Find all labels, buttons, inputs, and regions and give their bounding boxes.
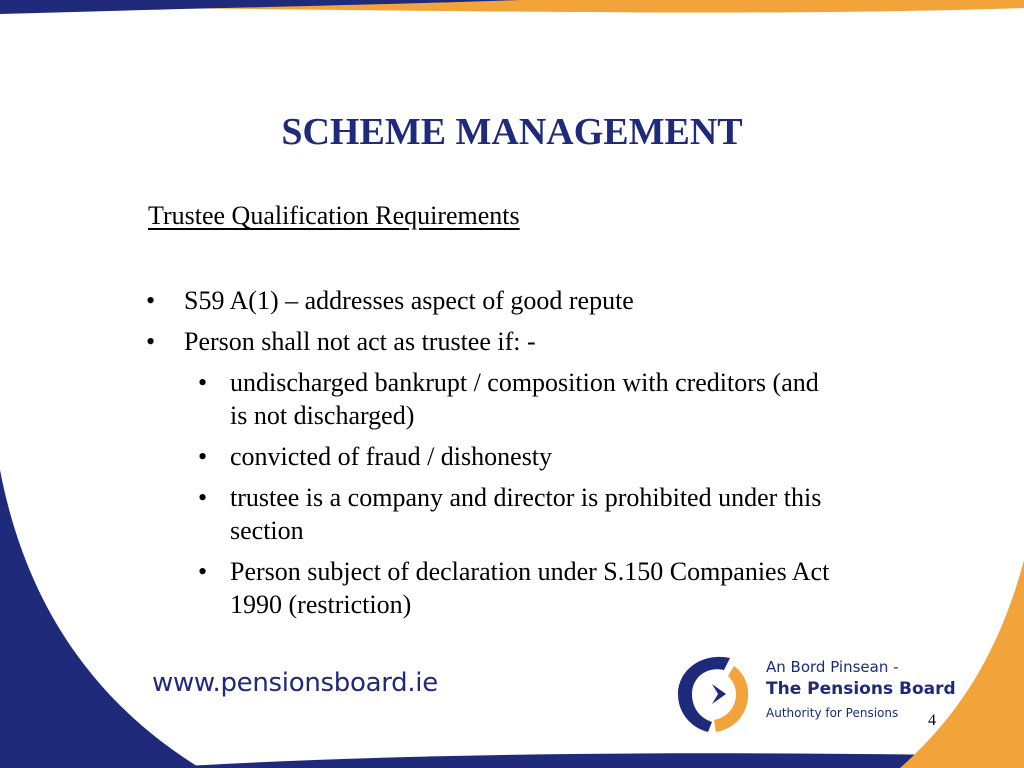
page-number: 4 [928, 712, 936, 729]
sub-bullet-text: trustee is a company and director is prohibited under this section [230, 483, 822, 545]
logo-line-name: The Pensions Board [766, 679, 956, 699]
sub-bullet-glyph: • [198, 483, 208, 512]
sub-bullet-item [184, 555, 830, 621]
logo-line-tagline: Authority for Pensions [766, 706, 899, 720]
website-url: www.pensionsboard.ie [152, 668, 438, 698]
bullet-glyph: • [146, 286, 156, 315]
bullet-text: S59 A(1) – addresses aspect of good repute [184, 286, 634, 315]
sub-bullet-glyph: • [198, 557, 208, 586]
sub-bullet-item [184, 481, 830, 547]
bullet-item [146, 325, 846, 621]
sub-bullet-item [184, 440, 830, 473]
sub-bullet-glyph: • [198, 368, 208, 397]
slide-title: SCHEME MANAGEMENT [281, 111, 743, 153]
pensions-board-logo-icon [672, 648, 752, 738]
sub-bullet-list [184, 366, 846, 621]
sub-bullet-text: convicted of fraud / dishonesty [230, 442, 553, 471]
bullet-text: Person shall not act as trustee if: - [184, 327, 536, 356]
bullet-list [146, 284, 846, 629]
sub-bullet-text: undischarged bankrupt / composition with creditors (and is not discharged) [230, 368, 819, 430]
sub-bullet-text: Person subject of declaration under S.150 Companies Act 1990 (restriction) [230, 557, 830, 619]
sub-bullet-glyph: • [198, 442, 208, 471]
bullet-item [146, 284, 846, 317]
logo-line-irish: An Bord Pinsean - [766, 658, 899, 676]
bullet-glyph: • [146, 327, 156, 356]
sub-bullet-item [184, 366, 830, 432]
slide-subtitle: Trustee Qualification Requirements [148, 201, 520, 230]
